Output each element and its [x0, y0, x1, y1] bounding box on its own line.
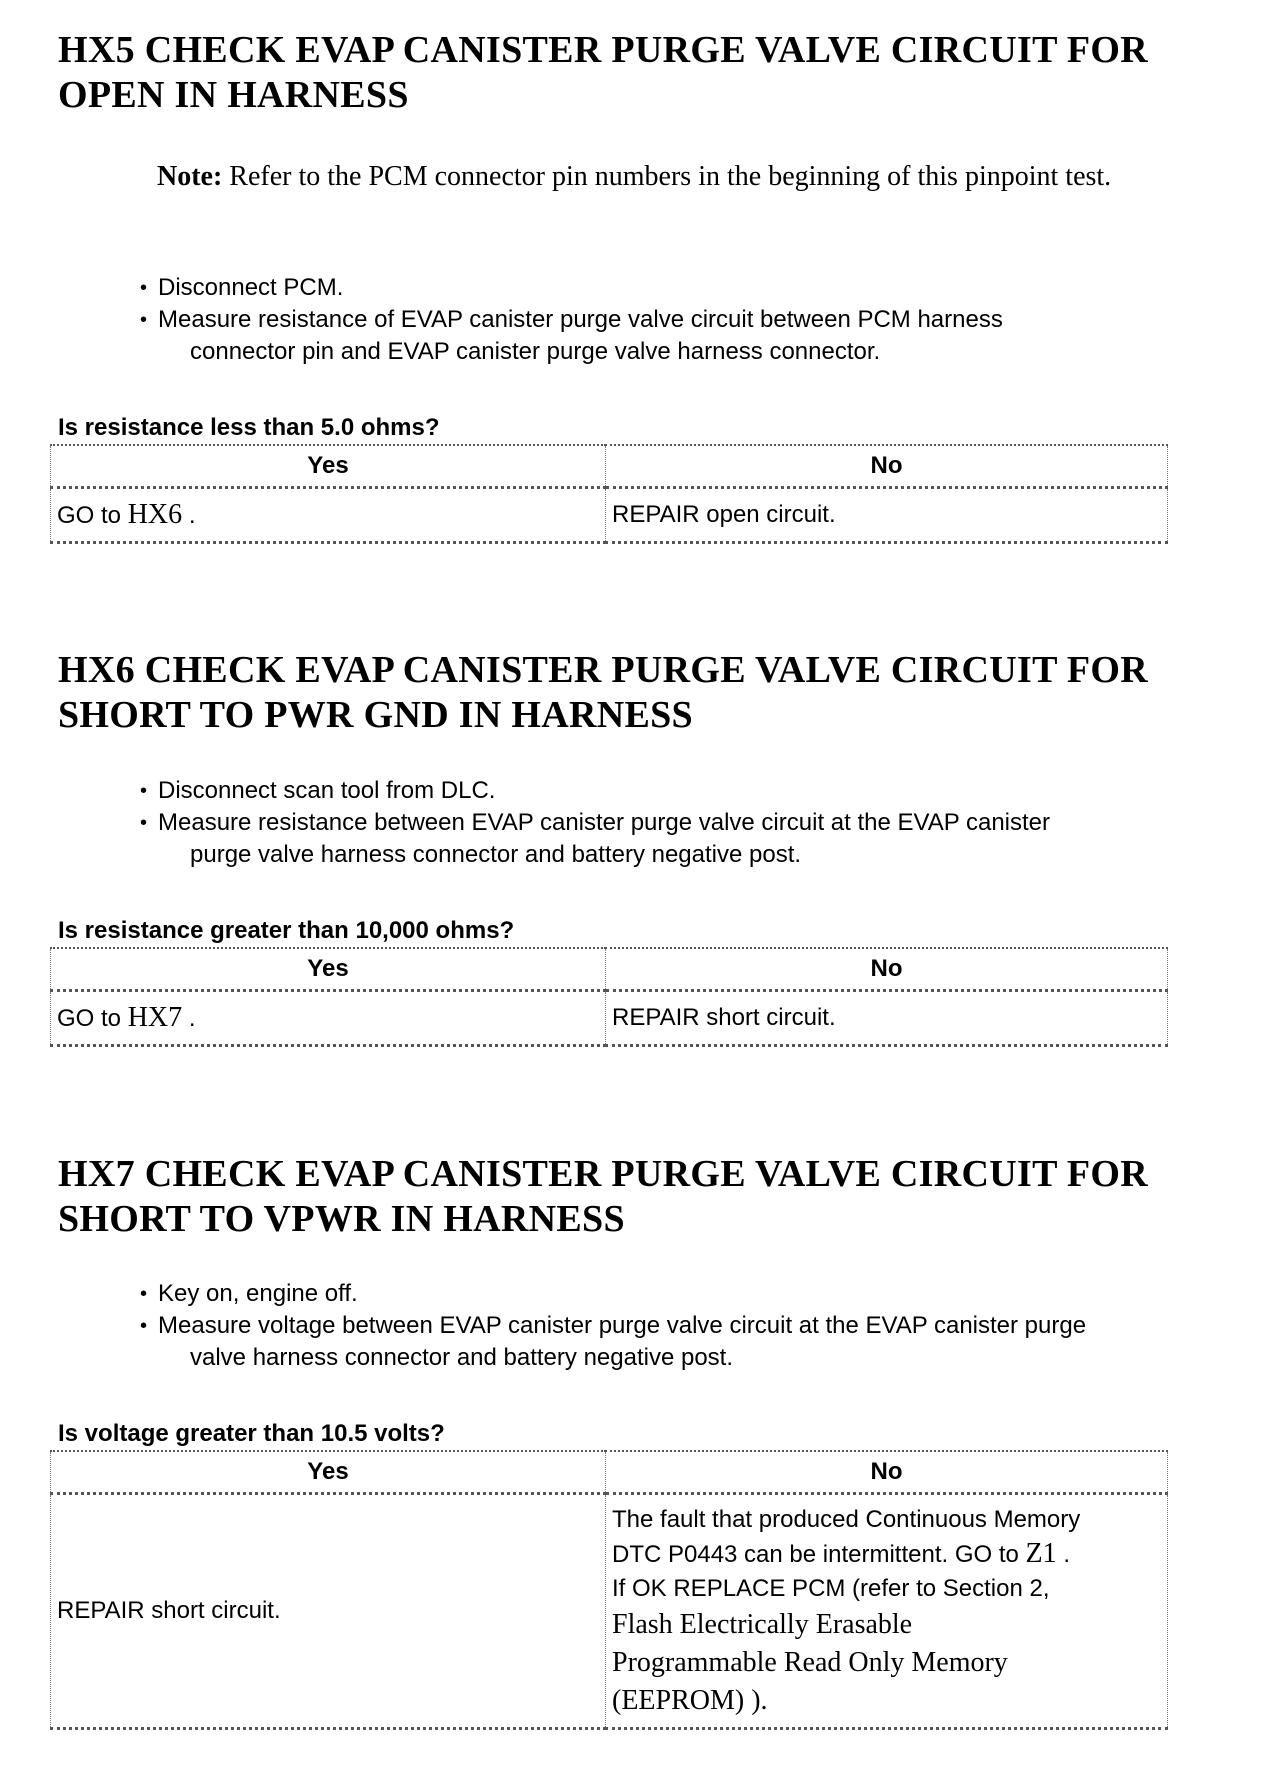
bullet-icon: • [140, 1315, 148, 1337]
bullet-icon: • [140, 780, 148, 802]
step-text: Disconnect scan tool from DLC. [158, 777, 496, 804]
step-text: Disconnect PCM. [158, 274, 344, 301]
yes-header: Yes [51, 1451, 606, 1494]
list-item [140, 807, 1250, 871]
hx5-decision-table [50, 444, 1168, 544]
hx6-heading: HX6 CHECK EVAP CANISTER PURGE VALVE CIRCUIT FOR SHORT TO PWR GND IN HARNESS [58, 649, 1148, 736]
note-text: Refer to the PCM connector pin numbers in the beginning of this pinpoint test. [229, 161, 1112, 192]
go-to-z1-link[interactable]: Z1 [1025, 1537, 1057, 1569]
go-to-hx6-link[interactable]: HX6 [127, 498, 183, 530]
go-to-hx7-link[interactable]: HX7 [127, 1001, 183, 1033]
bullet-icon: • [140, 1283, 148, 1305]
table-row [51, 991, 1168, 1046]
table-row [51, 1494, 1168, 1729]
note-label: Note: [157, 161, 223, 192]
step-text-continued: connector pin and EVAP canister purge valve harness connector. [190, 338, 881, 365]
no-text-fragment: DTC P0443 can be intermittent. GO to [612, 1540, 1019, 1568]
step-text: Measure voltage between EVAP canister purge valve circuit at the EVAP canister purge [158, 1312, 1087, 1339]
no-header: No [606, 445, 1168, 488]
list-item [140, 775, 1250, 807]
step-text-continued: purge valve harness connector and battery negative post. [190, 841, 802, 868]
hx7-decision-table [50, 1450, 1168, 1730]
bullet-icon: • [140, 309, 148, 331]
list-item [140, 272, 1250, 304]
step-text: Measure resistance of EVAP canister purge valve circuit between PCM harness [158, 306, 1003, 333]
table-row [51, 488, 1168, 543]
no-text-line: The fault that produced Continuous Memory [612, 1505, 1081, 1533]
hx5-note [157, 158, 1237, 196]
hx7-heading: HX7 CHECK EVAP CANISTER PURGE VALVE CIRCUIT FOR SHORT TO VPWR IN HARNESS [58, 1153, 1148, 1240]
list-item [140, 1278, 1250, 1310]
step-text-continued: valve harness connector and battery negative post. [190, 1344, 733, 1371]
no-header: No [606, 1451, 1168, 1494]
no-header: No [606, 948, 1168, 991]
no-cell: REPAIR short circuit. [606, 991, 1168, 1046]
hx6-steps [140, 775, 1250, 871]
yes-suffix: . [188, 501, 196, 529]
no-text-fragment: . [1063, 1540, 1070, 1568]
bullet-icon: • [140, 277, 148, 299]
hx5-steps [140, 272, 1250, 368]
bullet-icon: • [140, 812, 148, 834]
yes-cell: REPAIR short circuit. [51, 1494, 606, 1729]
list-item [140, 1310, 1250, 1374]
hx5-question: Is resistance less than 5.0 ohms? [58, 414, 440, 441]
hx5-heading: HX5 CHECK EVAP CANISTER PURGE VALVE CIRCUIT FOR OPEN IN HARNESS [58, 29, 1148, 116]
yes-prefix: GO to [57, 501, 122, 529]
no-text-line [612, 1537, 1161, 1572]
eeprom-link-line[interactable]: Programmable Read Only Memory [612, 1646, 1008, 1678]
step-text: Measure resistance between EVAP canister purge valve circuit at the EVAP canister [158, 809, 1051, 836]
hx6-decision-table [50, 947, 1168, 1047]
yes-header: Yes [51, 445, 606, 488]
eeprom-link-line[interactable]: (EEPROM) ). [612, 1684, 768, 1716]
yes-prefix: GO to [57, 1004, 122, 1032]
yes-cell [51, 488, 606, 543]
no-cell: REPAIR open circuit. [606, 488, 1168, 543]
eeprom-link-line[interactable]: Flash Electrically Erasable [612, 1608, 913, 1640]
step-text: Key on, engine off. [158, 1280, 358, 1307]
list-item [140, 304, 1250, 368]
hx6-question: Is resistance greater than 10,000 ohms? [58, 917, 515, 944]
no-cell [606, 1494, 1168, 1729]
yes-cell [51, 991, 606, 1046]
yes-suffix: . [188, 1004, 196, 1032]
hx7-question: Is voltage greater than 10.5 volts? [58, 1420, 445, 1447]
no-text-line: If OK REPLACE PCM (refer to Section 2, [612, 1574, 1050, 1602]
yes-header: Yes [51, 948, 606, 991]
hx7-steps [140, 1278, 1250, 1374]
